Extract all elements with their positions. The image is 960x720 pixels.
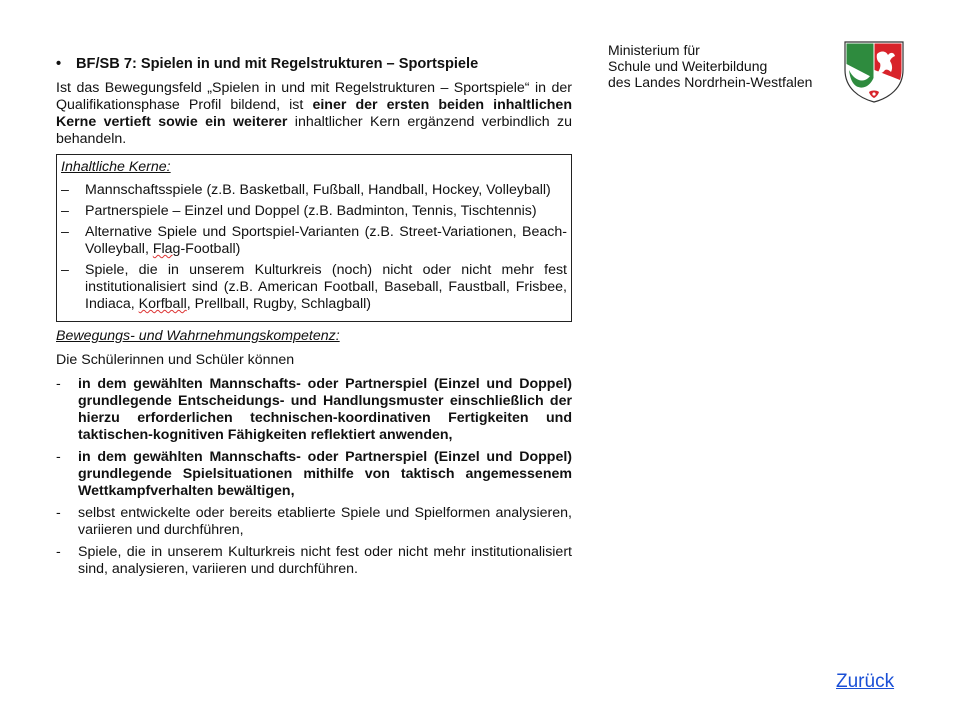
kerne-heading: Inhaltliche Kerne: <box>61 159 171 175</box>
kerne-list <box>61 182 567 313</box>
document-excerpt <box>56 56 572 583</box>
section-heading <box>56 56 572 73</box>
intro-paragraph <box>56 80 572 148</box>
kompetenz-text: in dem gewählten Mannschafts- oder Partnerspiel (Einzel und Doppel) grundlegende Spielsituationen mithilfe von taktisch angemessenem Wettkampfverhalten bewältigen, <box>78 449 572 499</box>
kompetenz-text: selbst entwickelte oder bereits etablierte Spiele und Spielformen analysieren, variieren und durchführen, <box>78 505 572 538</box>
kompetenz-text: Spiele, die in unserem Kulturkreis nicht fest oder nicht mehr institutionalisiert sind, analysieren, variieren und durchführen. <box>78 544 572 577</box>
dash-marker: - <box>56 505 61 521</box>
spellcheck-marked-word: Flag <box>152 241 181 257</box>
kerne-box <box>56 154 572 322</box>
ministry-line-1: Ministerium für <box>608 42 700 58</box>
back-link[interactable]: Zurück <box>836 671 895 692</box>
kern-text <box>85 182 567 199</box>
kern-text-run: Alternative Spiele und Sportspiel-Varianten (z.B. Street-Variationen, Beach-Volleyball, <box>85 224 567 257</box>
dash-marker: – <box>61 262 69 278</box>
kompetenz-lead: Die Schülerinnen und Schüler können <box>56 352 295 368</box>
spellcheck-marked-word: Korfball <box>138 296 187 312</box>
kern-text <box>85 224 567 258</box>
kern-item <box>61 224 567 258</box>
bullet-icon: • <box>56 56 62 72</box>
nrw-coat-of-arms-icon <box>843 40 905 104</box>
ministry-name <box>608 42 812 90</box>
kern-text <box>85 203 567 220</box>
dash-marker: – <box>61 182 69 198</box>
intro-run: einer der ersten beiden inhaltlichen Kerne vertieft sowie ein weiterer <box>56 97 572 130</box>
dash-marker: - <box>56 449 61 465</box>
kompetenz-text: in dem gewählten Mannschafts- oder Partnerspiel (Einzel und Doppel) grundlegende Entscheidungs- und Handlungsmuster einschließlich der hierzu erforderlichen technischen-koordinativen Fertigkeiten und taktischen-kognitiven Fähigkeiten reflektiert anwenden, <box>78 376 572 443</box>
kompetenz-item <box>56 376 572 444</box>
kern-text-run: Partnerspiele – Einzel und Doppel (z.B. Badminton, Tennis, Tischtennis) <box>85 203 537 219</box>
kern-text-run: Spiele, die in unserem Kulturkreis (noch) nicht oder nicht mehr fest institutionalisiert sind (z.B. American Football, Baseball, Faustball, Frisbee, Indiaca, <box>85 262 567 312</box>
dash-marker: – <box>61 203 69 219</box>
intro-run: inhaltlicher Kern ergänzend verbindlich zu behandeln. <box>56 114 572 147</box>
kern-text <box>85 262 567 313</box>
kompetenz-heading: Bewegungs- und Wahrnehmungskompetenz: <box>56 328 340 344</box>
kern-item <box>61 262 567 313</box>
kern-item <box>61 203 567 220</box>
kern-item <box>61 182 567 199</box>
dash-marker: - <box>56 544 61 560</box>
ministry-line-3: des Landes Nordrhein-Westfalen <box>608 74 813 90</box>
section-heading-text: BF/SB 7: Spielen in und mit Regelstrukturen – Sportspiele <box>76 56 479 72</box>
kompetenz-item <box>56 449 572 500</box>
kern-text-run: , Prellball, Rugby, Schlagball) <box>186 296 372 312</box>
kompetenz-list <box>56 376 572 578</box>
dash-marker: – <box>61 224 69 240</box>
kompetenz-item <box>56 505 572 539</box>
ministry-line-2: Schule und Weiterbildung <box>608 58 768 74</box>
intro-run: Ist das Bewegungsfeld „Spielen in und mit Regelstrukturen – Sportspiele“ in der Qualifikationsphase Profil bildend, ist <box>56 80 572 113</box>
kern-text-run: -Football) <box>180 241 241 257</box>
dash-marker: - <box>56 376 61 392</box>
kern-text-run: Mannschaftsspiele (z.B. Basketball, Fußball, Handball, Hockey, Volleyball) <box>85 182 551 198</box>
kompetenz-item <box>56 544 572 578</box>
